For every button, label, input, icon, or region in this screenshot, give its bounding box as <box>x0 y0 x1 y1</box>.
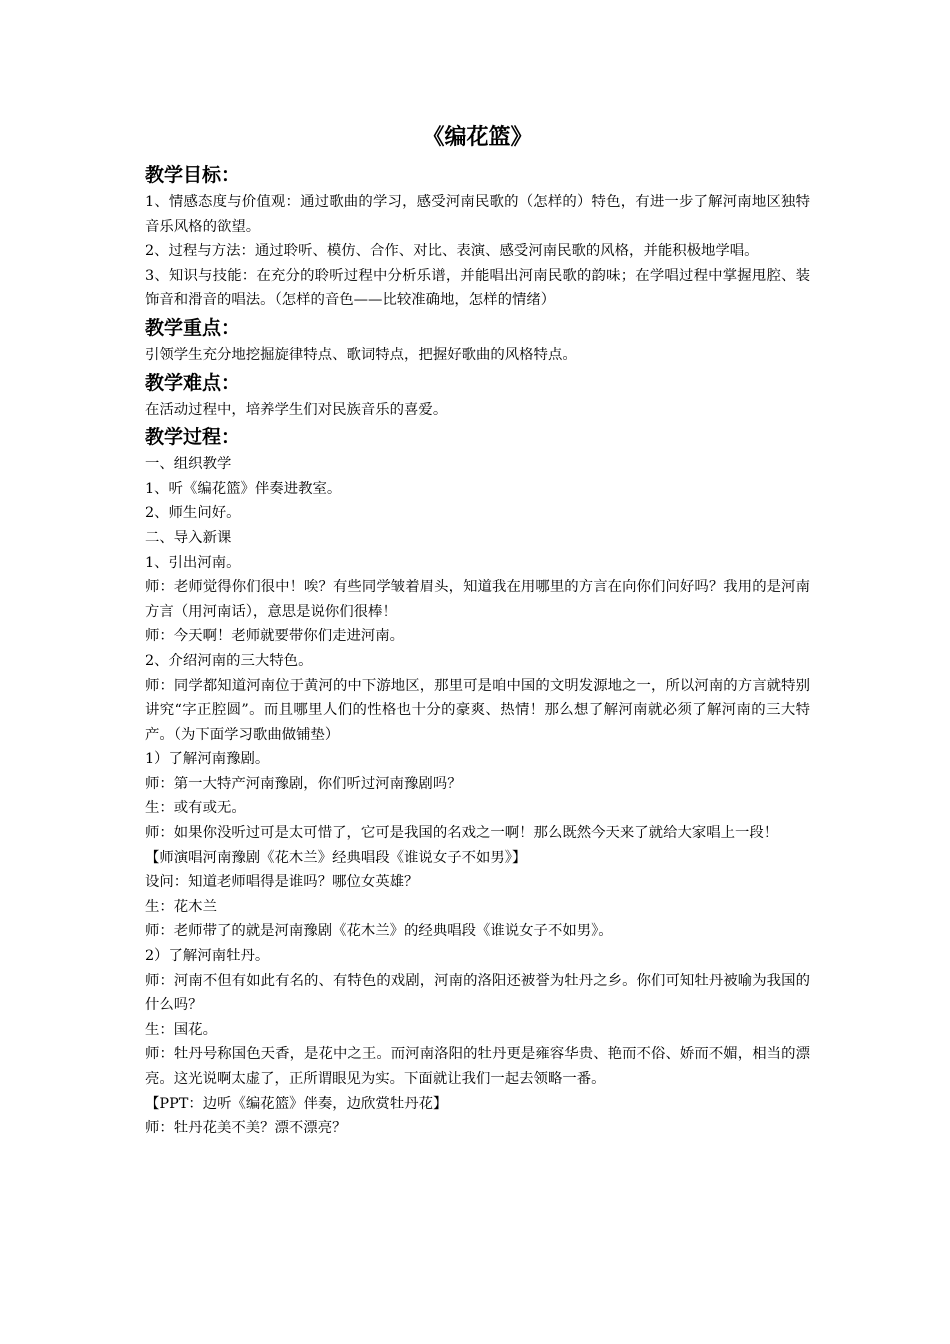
paragraph: 3、知识与技能：在充分的聆听过程中分析乐谱，并能唱出河南民歌的韵味；在学唱过程中掌握甩腔、装饰音和滑音的唱法。（怎样的音色——比较准确地，怎样的情绪） <box>145 267 810 309</box>
section-heading-objectives: 教学目标： <box>145 164 241 186</box>
paragraph: 生：花木兰 <box>145 898 217 915</box>
document-page <box>145 118 810 1141</box>
document-title: 《编花篮》 <box>422 125 533 150</box>
paragraph: 师：牡丹花美不美？漂不漂亮？ <box>145 1120 347 1137</box>
paragraph: 2、师生问好。 <box>145 505 241 522</box>
paragraph: 引领学生充分地挖掘旋律特点、歌词特点，把握好歌曲的风格特点。 <box>145 346 577 363</box>
paragraph: 2、过程与方法：通过聆听、模仿、合作、对比、表演、感受河南民歌的风格，并能积极地学唱。 <box>145 243 759 260</box>
paragraph: 师：牡丹号称国色天香，是花中之王。而河南洛阳的牡丹更是雍容华贵、艳而不俗、娇而不媚，相当的漂亮。这光说啊太虚了，正所谓眼见为实。下面就让我们一起去领略一番。 <box>145 1046 810 1087</box>
paragraph: 师：同学都知道河南位于黄河的中下游地区，那里可是咱中国的文明发源地之一，所以河南的方言就特别讲究“字正腔圆”。而且哪里人们的性格也十分的豪爽、热情！那么想了解河南就必须了解河南的三大特产。（为下面学习歌曲做铺垫） <box>145 677 810 743</box>
paragraph: 生：或有或无。 <box>145 800 246 817</box>
paragraph: 师：如果你没听过可是太可惜了，它可是我国的名戏之一啊！那么既然今天来了就给大家唱上一段！ <box>145 825 779 842</box>
paragraph: 2、介绍河南的三大特色。 <box>145 652 313 669</box>
paragraph: 1、引出河南。 <box>145 554 241 571</box>
paragraph: 二、导入新课 <box>145 529 232 546</box>
paragraph: 设问：知道老师唱得是谁吗？哪位女英雄？ <box>145 874 419 891</box>
paragraph: 1、听《编花篮》伴奏进教室。 <box>145 480 342 497</box>
paragraph: 师：河南不但有如此有名的、有特色的戏剧，河南的洛阳还被誉为牡丹之乡。你们可知牡丹被喻为我国的什么吗？ <box>145 972 810 1014</box>
paragraph: 1）了解河南豫剧。 <box>145 751 270 768</box>
paragraph: 1、情感态度与价值观：通过歌曲的学习，感受河南民歌的（怎样的）特色，有进一步了解河南地区独特音乐风格的欲望。 <box>145 194 810 235</box>
paragraph: 【PPT：边听《编花篮》伴奏，边欣赏牡丹花】 <box>145 1095 448 1112</box>
paragraph: 师：第一大特产河南豫剧，你们听过河南豫剧吗？ <box>145 775 462 792</box>
paragraph: 2）了解河南牡丹。 <box>145 948 270 965</box>
paragraph: 师：老师觉得你们很中！唉？有些同学皱着眉头，知道我在用哪里的方言在向你们问好吗？我用的是河南方言（用河南话），意思是说你们很棒！ <box>145 579 810 620</box>
section-heading-process: 教学过程： <box>145 426 241 449</box>
section-heading-key-points: 教学重点： <box>145 316 241 339</box>
paragraph: 一、组织教学 <box>145 456 232 473</box>
paragraph: 生：国花。 <box>145 1021 217 1038</box>
paragraph: 师：老师带了的就是河南豫剧《花木兰》的经典唱段《谁说女子不如男》。 <box>145 923 613 940</box>
section-heading-difficulties: 教学难点： <box>145 371 241 394</box>
paragraph: 【师演唱河南豫剧《花木兰》经典唱段《谁说女子不如男》】 <box>145 849 527 866</box>
paragraph: 师：今天啊！老师就要带你们走进河南。 <box>145 628 405 645</box>
paragraph: 在活动过程中，培养学生们对民族音乐的喜爱。 <box>145 401 448 418</box>
